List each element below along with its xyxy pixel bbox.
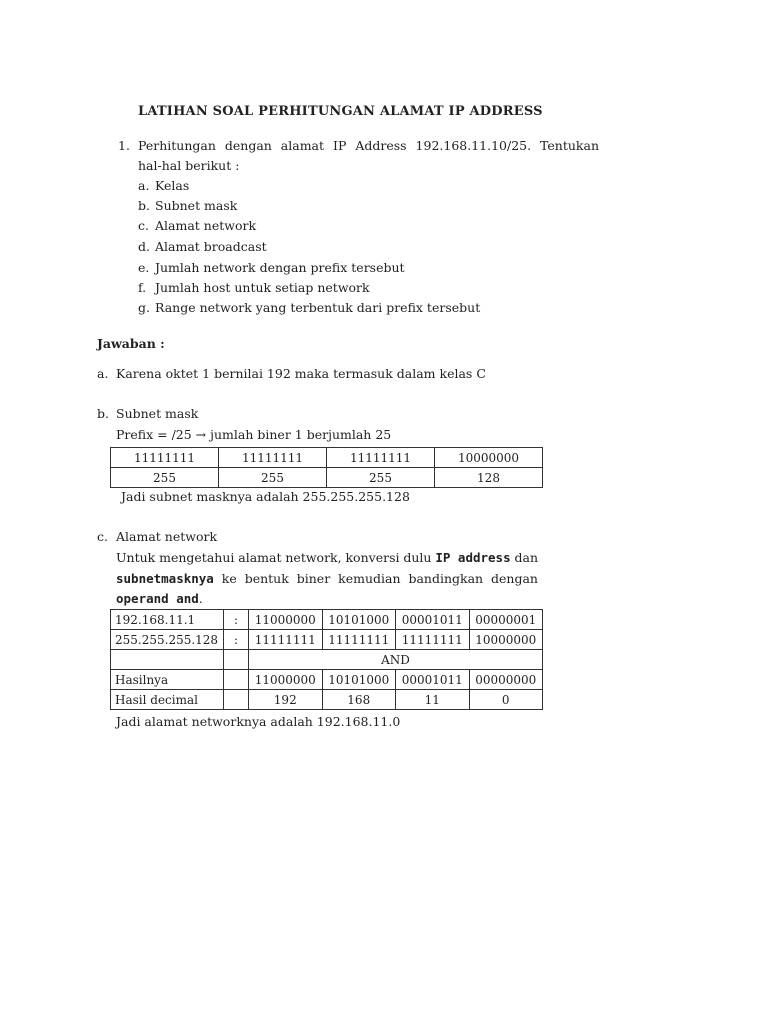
- table-cell: [111, 650, 224, 670]
- word: mengetahui: [159, 550, 235, 565]
- list-item-letter: d.: [138, 239, 150, 254]
- list-item: Jumlah host untuk setiap network: [155, 280, 370, 295]
- word: bandingkan: [408, 571, 484, 586]
- list-item: Jumlah network dengan prefix tersebut: [155, 260, 405, 275]
- bold-term: operand and: [116, 591, 199, 606]
- list-item: Alamat broadcast: [155, 239, 267, 254]
- list-item-letter: b.: [138, 198, 150, 213]
- answer-c-conclusion: Jadi alamat networknya adalah 192.168.11.0: [116, 714, 401, 729]
- table-cell: 11111111: [322, 630, 396, 650]
- table-cell: 192.168.11.1: [111, 610, 224, 630]
- table-row: [111, 690, 543, 710]
- list-item-letter: g.: [138, 300, 150, 315]
- word: dan: [514, 550, 538, 565]
- question-number: 1.: [118, 138, 130, 153]
- table-cell: 11000000: [249, 610, 323, 630]
- table-cell: 11111111: [249, 630, 323, 650]
- word: biner: [296, 571, 331, 586]
- table-cell: 10000000: [469, 630, 543, 650]
- answer-b-title: Subnet mask: [116, 406, 199, 421]
- bold-term: subnetmasknya: [116, 571, 214, 586]
- table-cell: 192: [249, 690, 323, 710]
- table-cell: [224, 650, 249, 670]
- list-item: Range network yang terbentuk dari prefix tersebut: [155, 300, 481, 315]
- table-cell: 255: [219, 468, 327, 488]
- table-cell: 255: [111, 468, 219, 488]
- table-row: [111, 448, 543, 468]
- list-item: Alamat network: [155, 218, 257, 233]
- table-cell: 11111111: [327, 448, 435, 468]
- period: .: [198, 591, 203, 606]
- table-cell: Hasil decimal: [111, 690, 224, 710]
- table-row: [111, 670, 543, 690]
- question-text-line1: [138, 138, 600, 153]
- table-cell: 00000001: [469, 610, 543, 630]
- table-cell: 11111111: [111, 448, 219, 468]
- list-item-letter: c.: [138, 218, 149, 233]
- word: Untuk: [116, 550, 156, 565]
- table-cell: 10101000: [322, 670, 396, 690]
- table-cell: [224, 690, 249, 710]
- answer-c-title: Alamat network: [116, 529, 218, 544]
- list-item-letter: f.: [138, 280, 147, 295]
- answer-c-letter: c.: [97, 529, 108, 544]
- table-cell: [224, 670, 249, 690]
- table-row: [111, 630, 543, 650]
- table-cell: 128: [435, 468, 543, 488]
- table-cell: 00001011: [396, 670, 470, 690]
- prefix-line: Prefix = /25 → jumlah biner 1 berjumlah 25: [116, 427, 392, 442]
- table-cell: Hasilnya: [111, 670, 224, 690]
- answer-c-para-line3: [116, 591, 203, 606]
- table-cell: 11111111: [396, 630, 470, 650]
- word: network,: [285, 550, 342, 565]
- answer-heading: Jawaban :: [97, 336, 165, 351]
- question-text-line2: hal-hal berikut :: [138, 158, 240, 173]
- table-cell: 10000000: [435, 448, 543, 468]
- table-cell: 11000000: [249, 670, 323, 690]
- network-address-table: [110, 609, 543, 710]
- answer-c-para-line1: [116, 550, 538, 565]
- word: dulu: [403, 550, 432, 565]
- table-cell: 00001011: [396, 610, 470, 630]
- word: alamat: [238, 550, 282, 565]
- table-row: [111, 610, 543, 630]
- subnet-mask-table: [110, 447, 543, 488]
- answer-b-letter: b.: [97, 406, 109, 421]
- table-cell: 00000000: [469, 670, 543, 690]
- word: bentuk: [244, 571, 289, 586]
- answer-a-text: Karena oktet 1 bernilai 192 maka termasuk dalam kelas C: [116, 366, 486, 381]
- bold-term: IP address: [435, 550, 511, 565]
- list-item: Kelas: [155, 178, 190, 193]
- question-line1: Perhitungan dengan alamat IP Address 192.168.11.10/25. Tentukan: [138, 138, 600, 153]
- table-cell: 10101000: [322, 610, 396, 630]
- word: ke: [221, 571, 237, 586]
- word: dengan: [491, 571, 538, 586]
- answer-a-letter: a.: [97, 366, 109, 381]
- answer-c-para-line2: [116, 571, 538, 586]
- table-row: [111, 650, 543, 670]
- word: konversi: [345, 550, 400, 565]
- table-cell: :: [224, 630, 249, 650]
- table-cell: 255.255.255.128: [111, 630, 224, 650]
- table-cell: 11: [396, 690, 470, 710]
- table-cell: 255: [327, 468, 435, 488]
- table-cell: AND: [249, 650, 543, 670]
- page-title: LATIHAN SOAL PERHITUNGAN ALAMAT IP ADDRESS: [138, 104, 543, 119]
- list-item-letter: e.: [138, 260, 150, 275]
- table-cell: 0: [469, 690, 543, 710]
- table-row: [111, 468, 543, 488]
- list-item-letter: a.: [138, 178, 150, 193]
- answer-b-conclusion: Jadi subnet masknya adalah 255.255.255.128: [121, 489, 410, 504]
- table-cell: :: [224, 610, 249, 630]
- list-item: Subnet mask: [155, 198, 238, 213]
- table-cell: 168: [322, 690, 396, 710]
- table-cell: 11111111: [219, 448, 327, 468]
- word: kemudian: [338, 571, 401, 586]
